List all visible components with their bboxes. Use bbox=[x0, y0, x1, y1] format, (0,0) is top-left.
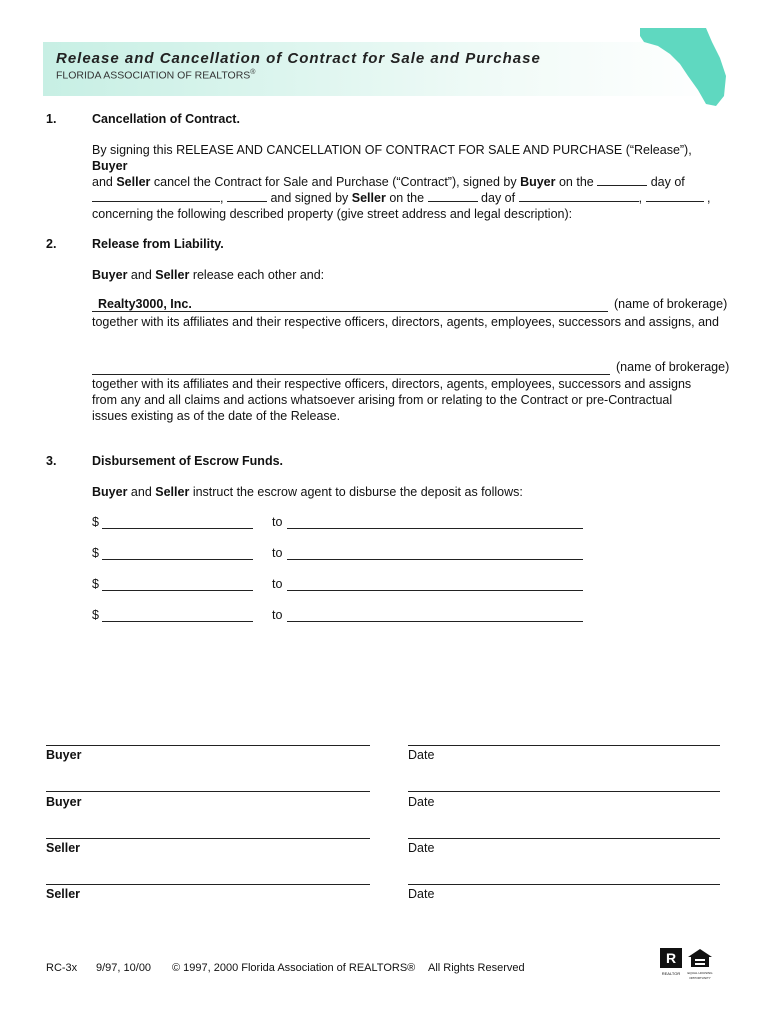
dollar-sign: $ bbox=[92, 546, 99, 560]
seller-day-field[interactable] bbox=[428, 190, 478, 202]
copyright-text: © 1997, 2000 Florida Association of REALTORS® bbox=[172, 962, 416, 974]
date-line[interactable] bbox=[408, 838, 720, 839]
escrow-recipient-field[interactable] bbox=[287, 528, 583, 529]
brokerage-2-label: (name of brokerage) bbox=[616, 360, 730, 374]
section-2-intro: Buyer and Seller release each other and: bbox=[92, 268, 325, 282]
form-revision: 9/97, 10/00 bbox=[96, 962, 152, 974]
date-line[interactable] bbox=[408, 745, 720, 746]
party-signature-line[interactable] bbox=[46, 838, 370, 839]
realtor-logo-icon: R REALTOR bbox=[661, 950, 681, 976]
affiliates-1-text: together with its affiliates and their respective officers, directors, agents, employees, successors and assigns, and bbox=[92, 315, 719, 329]
to-label: to bbox=[272, 515, 283, 529]
dollar-sign: $ bbox=[92, 515, 99, 529]
brokerage-1-value: Realty3000, Inc. bbox=[98, 297, 192, 311]
dollar-sign: $ bbox=[92, 577, 99, 591]
date-label: Date bbox=[408, 887, 435, 901]
escrow-recipient-field[interactable] bbox=[287, 621, 583, 622]
to-label: to bbox=[272, 608, 283, 622]
escrow-amount-field[interactable] bbox=[102, 559, 253, 560]
party-label: Buyer bbox=[46, 795, 82, 809]
equal-housing-icon: EQUAL HOUSING OPPORTUNITY bbox=[686, 948, 714, 974]
to-label: to bbox=[272, 546, 283, 560]
form-subtitle: FLORIDA ASSOCIATION OF REALTORS® bbox=[56, 69, 256, 82]
section-3-number: 3. bbox=[46, 454, 57, 468]
party-label: Seller bbox=[46, 841, 81, 855]
escrow-recipient-field[interactable] bbox=[287, 590, 583, 591]
dollar-sign: $ bbox=[92, 608, 99, 622]
date-label: Date bbox=[408, 841, 435, 855]
section-3-heading: Disbursement of Escrow Funds. bbox=[92, 454, 284, 468]
party-label: Buyer bbox=[46, 748, 82, 762]
date-line[interactable] bbox=[408, 791, 720, 792]
svg-text:R: R bbox=[665, 950, 677, 966]
seller-year-field[interactable] bbox=[646, 190, 704, 202]
escrow-amount-field[interactable] bbox=[102, 590, 253, 591]
party-signature-line[interactable] bbox=[46, 884, 370, 885]
to-label: to bbox=[272, 577, 283, 591]
section-2-number: 2. bbox=[46, 237, 57, 251]
party-label: Seller bbox=[46, 887, 81, 901]
brokerage-2-line[interactable] bbox=[92, 374, 610, 375]
escrow-amount-field[interactable] bbox=[102, 528, 253, 529]
brokerage-1-line[interactable] bbox=[92, 311, 608, 312]
section-2-heading: Release from Liability. bbox=[92, 237, 224, 251]
buyer-year-field[interactable] bbox=[227, 190, 267, 202]
form-title: Release and Cancellation of Contract for Sale and Purchase bbox=[56, 50, 541, 67]
party-signature-line[interactable] bbox=[46, 745, 370, 746]
brokerage-1-label: (name of brokerage) bbox=[614, 297, 728, 311]
date-label: Date bbox=[408, 795, 435, 809]
section-1-paragraph: By signing this RELEASE AND CANCELLATION OF CONTRACT FOR SALE AND PURCHASE (“Release”), Buyer and Seller cancel the Contract for Sale and Purchase (“Contract”), signed by Buyer on the day of , and signed by Seller on the day of , , concerning the following described property (give street address and legal description): bbox=[92, 143, 711, 221]
affiliates-2-text: together with its affiliates and their respective officers, directors, agents, employees, successors and assigns from any and all claims and actions whatsoever arising from or relating to the Contract or pre-Contractual issues existing as of the date of the Release. bbox=[92, 377, 692, 423]
buyer-day-field[interactable] bbox=[597, 174, 647, 186]
form-id: RC-3x bbox=[46, 962, 78, 974]
party-signature-line[interactable] bbox=[46, 791, 370, 792]
date-line[interactable] bbox=[408, 884, 720, 885]
florida-map-icon bbox=[608, 24, 728, 108]
section-3-intro: Buyer and Seller instruct the escrow agent to disburse the deposit as follows: bbox=[92, 485, 523, 499]
seller-month-field[interactable] bbox=[519, 190, 639, 202]
escrow-recipient-field[interactable] bbox=[287, 559, 583, 560]
section-1-heading: Cancellation of Contract. bbox=[92, 112, 240, 126]
date-label: Date bbox=[408, 748, 435, 762]
buyer-month-field[interactable] bbox=[92, 190, 220, 202]
section-1-number: 1. bbox=[46, 112, 57, 126]
escrow-amount-field[interactable] bbox=[102, 621, 253, 622]
rights-text: All Rights Reserved bbox=[428, 962, 525, 974]
